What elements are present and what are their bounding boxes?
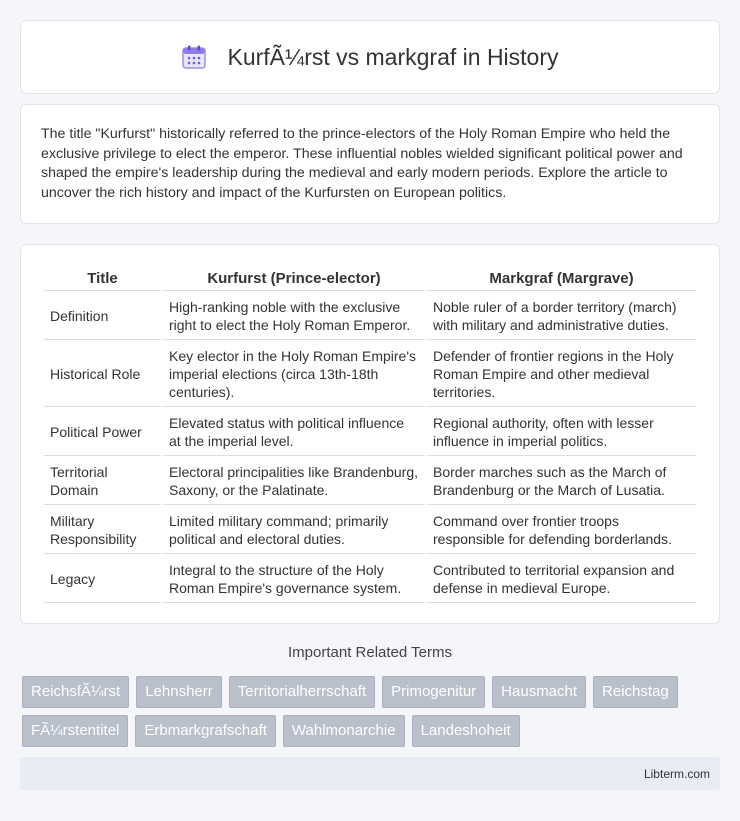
comparison-table <box>42 263 698 605</box>
page-title: KurfÃ¼rst vs markgraf in History <box>227 43 559 70</box>
related-term-tag[interactable]: Landeshoheit <box>412 715 520 747</box>
table-header-row <box>44 265 696 291</box>
calendar-icon <box>181 44 207 70</box>
row-kurfurst: Limited military command; primarily political and electoral duties. <box>163 507 425 554</box>
related-term-tag[interactable]: Hausmacht <box>492 676 586 708</box>
table-row <box>44 556 696 603</box>
related-terms-heading: Important Related Terms <box>288 644 452 661</box>
related-term-tag[interactable]: Erbmarkgrafschaft <box>135 715 276 747</box>
row-title: Military Responsibility <box>44 507 161 554</box>
header-title: Title <box>44 265 161 291</box>
table-row <box>44 458 696 505</box>
row-markgraf: Contributed to territorial expansion and defense in medieval Europe. <box>427 556 696 603</box>
row-title: Legacy <box>44 556 161 603</box>
row-kurfurst: Elevated status with political influence at the imperial level. <box>163 409 425 456</box>
row-title: Territorial Domain <box>44 458 161 505</box>
row-kurfurst: Integral to the structure of the Holy Roman Empire's governance system. <box>163 556 425 603</box>
related-terms-list <box>22 676 722 747</box>
row-title: Definition <box>44 293 161 340</box>
table-row <box>44 507 696 554</box>
related-term-tag[interactable]: ReichsfÃ¼rst <box>22 676 129 708</box>
comparison-table-card <box>20 244 720 624</box>
table-row <box>44 342 696 407</box>
related-term-tag[interactable]: FÃ¼rstentitel <box>22 715 128 747</box>
row-markgraf: Noble ruler of a border territory (march) with military and administrative duties. <box>427 293 696 340</box>
header-markgraf: Markgraf (Margrave) <box>427 265 696 291</box>
intro-card <box>20 104 720 224</box>
intro-text: The title "Kurfurst" historically referred to the prince-electors of the Holy Roman Empire who held the exclusive privilege to elect the emperor. These influential nobles wielded significant political power and shaped the empire's leadership during the medieval and early modern periods. Explore the article to uncover the rich history and impact of the Kurfursten on European politics. <box>41 126 683 201</box>
row-kurfurst: High-ranking noble with the exclusive right to elect the Holy Roman Emperor. <box>163 293 425 340</box>
related-term-tag[interactable]: Reichstag <box>593 676 678 708</box>
row-title: Historical Role <box>44 342 161 407</box>
table-row <box>44 293 696 340</box>
row-markgraf: Defender of frontier regions in the Holy Roman Empire and other medieval territories. <box>427 342 696 407</box>
footer-site-link[interactable]: Libterm.com <box>643 767 710 781</box>
row-markgraf: Command over frontier troops responsible for defending borderlands. <box>427 507 696 554</box>
related-term-tag[interactable]: Lehnsherr <box>136 676 222 708</box>
row-kurfurst: Key elector in the Holy Roman Empire's imperial elections (circa 13th-18th centuries). <box>163 342 425 407</box>
table-row <box>44 409 696 456</box>
related-term-tag[interactable]: Territorialherrschaft <box>229 676 375 708</box>
row-markgraf: Border marches such as the March of Brandenburg or the March of Lusatia. <box>427 458 696 505</box>
row-kurfurst: Electoral principalities like Brandenburg, Saxony, or the Palatinate. <box>163 458 425 505</box>
header-card <box>20 20 720 94</box>
header-kurfurst: Kurfurst (Prince-elector) <box>163 265 425 291</box>
footer <box>20 757 720 790</box>
row-markgraf: Regional authority, often with lesser influence in imperial politics. <box>427 409 696 456</box>
related-term-tag[interactable]: Primogenitur <box>382 676 485 708</box>
row-title: Political Power <box>44 409 161 456</box>
related-term-tag[interactable]: Wahlmonarchie <box>283 715 405 747</box>
